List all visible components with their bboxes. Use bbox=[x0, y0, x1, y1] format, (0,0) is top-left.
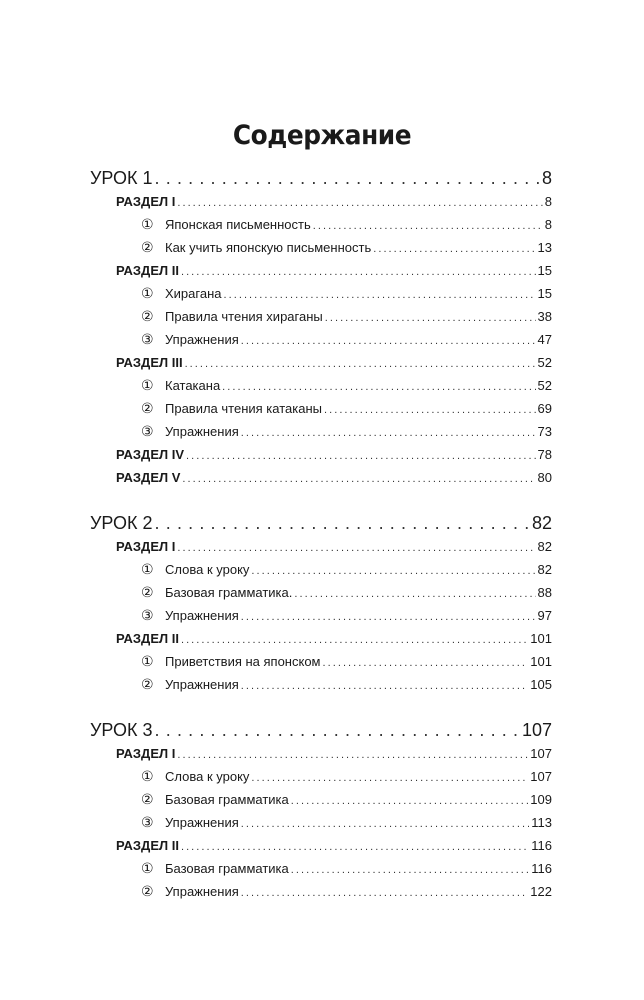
page-number: 38 bbox=[537, 309, 552, 324]
dot-leader bbox=[313, 215, 543, 238]
dot-leader bbox=[241, 606, 536, 629]
entry-label: Базовая грамматика bbox=[165, 792, 289, 807]
page-number: 13 bbox=[537, 240, 552, 255]
dot-leader bbox=[155, 511, 530, 535]
page-number: 8 bbox=[541, 168, 552, 188]
dot-leader bbox=[291, 859, 530, 882]
page-number: 47 bbox=[537, 332, 552, 347]
toc-entry-item[interactable] bbox=[90, 397, 552, 420]
toc-entry-item[interactable] bbox=[90, 765, 552, 788]
toc-entry-section[interactable] bbox=[90, 834, 552, 857]
toc-entry-item[interactable] bbox=[90, 236, 552, 259]
dot-leader bbox=[186, 445, 536, 468]
entry-label: Хирагана bbox=[165, 286, 222, 301]
entry-label: УРОК 1 bbox=[90, 168, 153, 188]
page-number: 8 bbox=[544, 194, 552, 209]
dot-leader bbox=[241, 813, 530, 836]
page-number: 109 bbox=[530, 792, 552, 807]
lesson-block bbox=[90, 511, 552, 696]
toc-entry-item[interactable] bbox=[90, 604, 552, 627]
entry-label: РАЗДЕЛ II bbox=[116, 838, 179, 853]
entry-label: Приветствия на японском bbox=[165, 654, 321, 669]
page-number: 97 bbox=[537, 608, 552, 623]
item-number: ① bbox=[141, 769, 154, 785]
dot-leader bbox=[241, 330, 536, 353]
toc-entry-section[interactable] bbox=[90, 466, 552, 489]
page-number: 116 bbox=[531, 838, 552, 853]
item-number: ① bbox=[141, 378, 154, 394]
toc-entry-section[interactable] bbox=[90, 535, 552, 558]
page-number: 8 bbox=[544, 217, 552, 232]
toc-entry-item[interactable] bbox=[90, 420, 552, 443]
dot-leader bbox=[241, 675, 529, 698]
toc-entry-item[interactable] bbox=[90, 811, 552, 834]
page-number: 69 bbox=[537, 401, 552, 416]
table-of-contents bbox=[90, 166, 552, 903]
entry-label: РАЗДЕЛ IV bbox=[116, 447, 185, 462]
page-number: 122 bbox=[530, 884, 552, 899]
page-number: 107 bbox=[521, 720, 552, 740]
dot-leader bbox=[181, 629, 528, 652]
page-number: 116 bbox=[531, 861, 552, 876]
dot-leader bbox=[222, 376, 535, 399]
dot-leader bbox=[241, 882, 529, 905]
dot-leader bbox=[241, 422, 536, 445]
entry-label: Базовая грамматика bbox=[165, 861, 289, 876]
dot-leader bbox=[224, 284, 536, 307]
toc-entry-section[interactable] bbox=[90, 351, 552, 374]
page-number: 105 bbox=[530, 677, 552, 692]
dot-leader bbox=[291, 790, 529, 813]
item-number: ② bbox=[141, 309, 154, 325]
toc-entry-item[interactable] bbox=[90, 581, 552, 604]
item-number: ① bbox=[141, 562, 154, 578]
entry-label: РАЗДЕЛ I bbox=[116, 194, 176, 209]
page-number: 82 bbox=[537, 539, 552, 554]
page-number: 15 bbox=[537, 263, 552, 278]
page-title: Содержание bbox=[232, 120, 412, 151]
page-number: 107 bbox=[530, 769, 552, 784]
dot-leader bbox=[324, 399, 536, 422]
page-number: 101 bbox=[530, 654, 552, 669]
dot-leader bbox=[177, 537, 535, 560]
page-number: 82 bbox=[531, 513, 552, 533]
toc-entry-section[interactable] bbox=[90, 443, 552, 466]
toc-entry-item[interactable] bbox=[90, 880, 552, 903]
page-number: 107 bbox=[530, 746, 552, 761]
entry-label: УРОК 2 bbox=[90, 513, 153, 533]
entry-label: РАЗДЕЛ II bbox=[116, 631, 179, 646]
item-number: ② bbox=[141, 585, 154, 601]
item-number: ② bbox=[141, 401, 154, 417]
toc-entry-lesson[interactable] bbox=[90, 511, 552, 535]
page-number: 82 bbox=[537, 562, 552, 577]
entry-label: Упражнения bbox=[165, 424, 239, 439]
dot-leader bbox=[155, 166, 540, 190]
item-number: ① bbox=[141, 861, 154, 877]
entry-label: Упражнения bbox=[165, 815, 239, 830]
item-number: ③ bbox=[141, 332, 154, 348]
dot-leader bbox=[323, 652, 529, 675]
toc-entry-section[interactable] bbox=[90, 742, 552, 765]
dot-leader bbox=[185, 353, 536, 376]
entry-label: РАЗДЕЛ II bbox=[116, 263, 179, 278]
lesson-block bbox=[90, 718, 552, 903]
dot-leader bbox=[251, 560, 535, 583]
entry-label: Как учить японскую письменность bbox=[165, 240, 372, 255]
entry-label: РАЗДЕЛ I bbox=[116, 539, 176, 554]
toc-entry-item[interactable] bbox=[90, 857, 552, 880]
page-number: 88 bbox=[537, 585, 552, 600]
page-number: 80 bbox=[537, 470, 552, 485]
page-number: 52 bbox=[537, 378, 552, 393]
page-number: 113 bbox=[531, 815, 552, 830]
entry-label: Правила чтения катаканы bbox=[165, 401, 322, 416]
toc-entry-item[interactable] bbox=[90, 305, 552, 328]
page-number: 73 bbox=[537, 424, 552, 439]
item-number: ③ bbox=[141, 608, 154, 624]
entry-label: РАЗДЕЛ III bbox=[116, 355, 183, 370]
dot-leader bbox=[182, 468, 535, 491]
toc-entry-lesson[interactable] bbox=[90, 166, 552, 190]
entry-label: УРОК 3 bbox=[90, 720, 153, 740]
item-number: ② bbox=[141, 884, 154, 900]
toc-entry-item[interactable] bbox=[90, 328, 552, 351]
dot-leader bbox=[181, 261, 536, 284]
item-number: ① bbox=[141, 654, 154, 670]
dot-leader bbox=[325, 307, 536, 330]
toc-entry-lesson[interactable] bbox=[90, 718, 552, 742]
entry-label: Упражнения bbox=[165, 332, 239, 347]
dot-leader bbox=[251, 767, 528, 790]
page-number: 15 bbox=[537, 286, 552, 301]
item-number: ① bbox=[141, 286, 154, 302]
item-number: ③ bbox=[141, 815, 154, 831]
toc-entry-item[interactable] bbox=[90, 788, 552, 811]
entry-label: Упражнения bbox=[165, 608, 239, 623]
entry-label: Слова к уроку bbox=[165, 562, 250, 577]
item-number: ③ bbox=[141, 424, 154, 440]
dot-leader bbox=[294, 583, 535, 606]
toc-entry-item[interactable] bbox=[90, 558, 552, 581]
entry-label: Катакана bbox=[165, 378, 221, 393]
page-number: 78 bbox=[537, 447, 552, 462]
dot-leader bbox=[155, 718, 520, 742]
page-number: 101 bbox=[530, 631, 552, 646]
toc-entry-item[interactable] bbox=[90, 374, 552, 397]
entry-label: РАЗДЕЛ I bbox=[116, 746, 176, 761]
item-number: ① bbox=[141, 217, 154, 233]
entry-label: Слова к уроку bbox=[165, 769, 250, 784]
toc-entry-section[interactable] bbox=[90, 190, 552, 213]
toc-entry-item[interactable] bbox=[90, 673, 552, 696]
dot-leader bbox=[373, 238, 535, 261]
entry-label: Японская письменность bbox=[165, 217, 311, 232]
dot-leader bbox=[181, 836, 529, 859]
toc-entry-item[interactable] bbox=[90, 650, 552, 673]
entry-label: Базовая грамматика. bbox=[165, 585, 293, 600]
toc-entry-section[interactable] bbox=[90, 259, 552, 282]
toc-entry-section[interactable] bbox=[90, 627, 552, 650]
lesson-block bbox=[90, 166, 552, 489]
entry-label: Упражнения bbox=[165, 884, 239, 899]
toc-entry-item[interactable] bbox=[90, 213, 552, 236]
item-number: ② bbox=[141, 240, 154, 256]
dot-leader bbox=[177, 192, 542, 215]
entry-label: Упражнения bbox=[165, 677, 239, 692]
page-number: 52 bbox=[537, 355, 552, 370]
dot-leader bbox=[177, 744, 528, 767]
entry-label: Правила чтения хираганы bbox=[165, 309, 323, 324]
entry-label: РАЗДЕЛ V bbox=[116, 470, 181, 485]
toc-entry-item[interactable] bbox=[90, 282, 552, 305]
item-number: ② bbox=[141, 677, 154, 693]
item-number: ② bbox=[141, 792, 154, 808]
